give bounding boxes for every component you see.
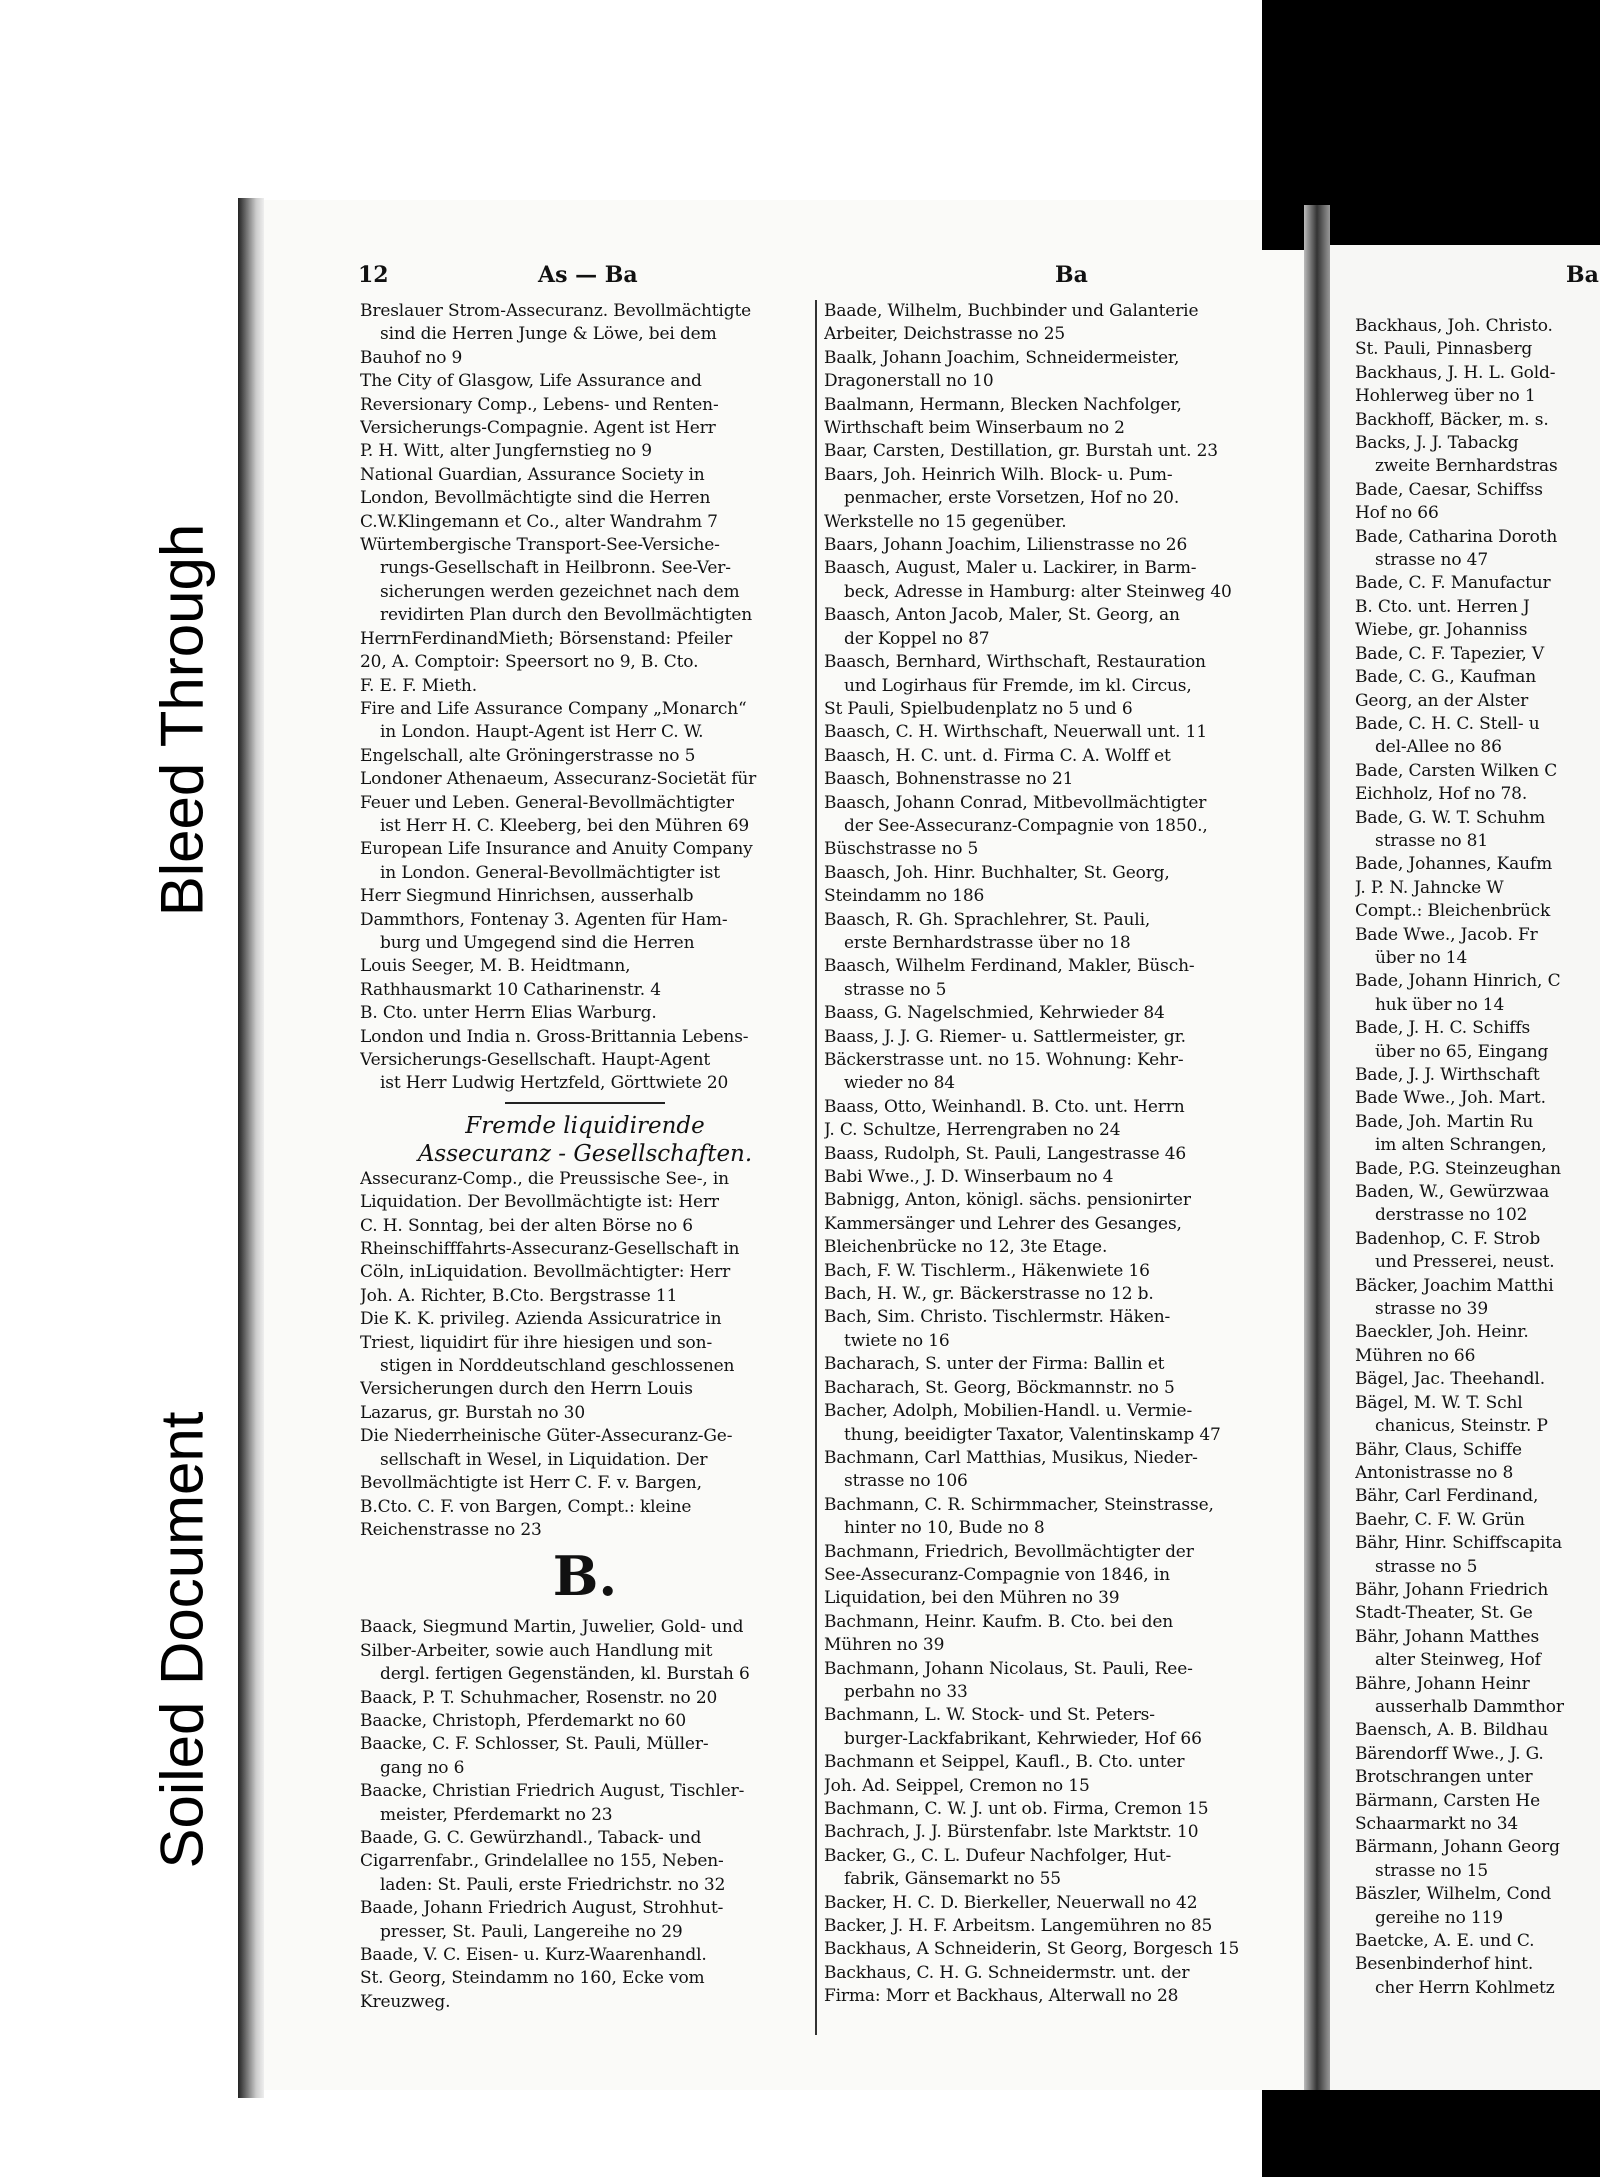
text-line: Mühren no 66 [1355,1345,1476,1366]
text-line: Bägel, Jac. Theehandl. [1355,1369,1545,1390]
text-line: Bäszler, Wilhelm, Cond [1355,1884,1552,1905]
text-line: Compt.: Bleichenbrück [1355,901,1551,922]
text-line: Bevollmächtigte ist Herr C. F. v. Bargen, [360,1473,702,1494]
text-line: Baacke, Christoph, Pferdemarkt no 60 [360,1710,687,1731]
text-line: erste Bernhardstrasse über no 18 [844,932,1131,953]
text-line: Baasch, Johann Conrad, Mitbevollmächtigter [824,792,1207,813]
text-line: strasse no 106 [844,1471,968,1492]
text-line: über no 65, Eingang [1375,1041,1549,1062]
text-line: Baehr, C. F. W. Grün [1355,1509,1525,1530]
text-line: Versicherungs-Compagnie. Agent ist Herr [360,418,716,439]
text-line: Cöln, inLiquidation. Bevollmächtigter: Herr [360,1262,731,1283]
text-line: Bade, J. J. Wirthschaft [1355,1065,1540,1085]
text-line: B. Cto. unt. Herren J [1355,596,1530,617]
text-line: Bachmann, C. W. J. unt ob. Firma, Cremon 15 [824,1799,1209,1819]
text-line: alter Steinweg, Hof [1375,1650,1541,1671]
text-line: Bade, C. F. Manufactur [1355,573,1551,594]
text-line: Bach, H. W., gr. Bäckerstrasse no 12 b. [824,1284,1154,1305]
text-line: Versicherungen durch den Herrn Louis [360,1379,693,1400]
text-line: Bachmann, Johann Nicolaus, St. Pauli, Ree- [824,1658,1193,1679]
text-line: F. E. F. Mieth. [360,675,477,696]
text-line: Liquidation, bei den Mühren no 39 [824,1588,1120,1609]
text-line: Baars, Joh. Heinrich Wilh. Block- u. Pum- [824,464,1173,485]
text-line: Bärendorff Wwe., J. G. [1355,1743,1544,1764]
text-line: Bärmann, Johann Georg [1355,1837,1560,1858]
text-line: ist Herr Ludwig Hertzfeld, Görttwiete 20 [380,1073,729,1094]
middle-column [824,300,1284,2009]
text-line: strasse no 47 [1375,550,1488,571]
text-line: Baade, Wilhelm, Buchbinder und Galanterie [824,301,1199,321]
text-line: penmacher, erste Vorsetzen, Hof no 20. [844,488,1180,509]
text-line: Bachmann, Carl Matthias, Musikus, Nieder- [824,1447,1198,1468]
text-line: Baasch, C. H. Wirthschaft, Neuerwall unt. 11 [824,722,1207,743]
text-line: HerrnFerdinandMieth; Börsenstand: Pfeiler [360,628,733,649]
text-line: strasse no 5 [844,979,947,1000]
text-line: St. Pauli, Pinnasberg [1355,339,1533,360]
text-line: Breslauer Strom-Assecuranz. Bevollmächtigte [360,301,752,321]
text-line: Louis Seeger, M. B. Heidtmann, [360,956,631,977]
text-line: Bade, G. W. T. Schuhm [1355,807,1546,828]
text-line: Backhaus, A Schneiderin, St Georg, Borgesch 15 [824,1939,1240,1960]
text-line: Wiebe, gr. Johanniss [1355,620,1528,641]
text-line: Baalk, Johann Joachim, Schneidermeister, [824,347,1180,368]
text-line: Lazarus, gr. Burstah no 30 [360,1402,586,1423]
text-line: Bachmann, Friedrich, Bevollmächtigter der [824,1541,1194,1562]
text-line: presser, St. Pauli, Langereihe no 29 [380,1921,683,1942]
text-line: Bacharach, St. Georg, Böckmannstr. no 5 [824,1377,1175,1398]
text-line: Besenbinderhof hint. [1355,1954,1534,1975]
text-line: Reichenstrasse no 23 [360,1519,542,1540]
text-line: Baacke, Christian Friedrich August, Tischler- [360,1781,745,1802]
text-line: im alten Schrangen, [1375,1135,1547,1156]
text-line: St. Georg, Steindamm no 160, Ecke vom [360,1968,705,1989]
text-line: Bähr, Hinr. Schiffscapita [1355,1533,1562,1554]
scan-border-bottom [1262,2090,1600,2177]
text-line: Bähr, Claus, Schiffe [1355,1439,1522,1460]
text-line: Baade, G. C. Gewürzhandl., Taback- und [360,1827,702,1848]
header-right: Ba [1566,262,1599,288]
text-line: Baass, Otto, Weinhandl. B. Cto. unt. Herrn [824,1096,1185,1117]
text-line: gereihe no 119 [1375,1907,1503,1928]
text-line: Backer, H. C. D. Bierkeller, Neuerwall no 42 [824,1892,1198,1913]
text-line: Hof no 66 [1355,503,1439,524]
text-line: Büschstrasse no 5 [824,839,979,860]
text-line: Baade, V. C. Eisen- u. Kurz-Waarenhandl. [360,1945,707,1965]
text-line: Bade, Catharina Doroth [1355,526,1558,547]
text-line: Brotschrangen unter [1355,1767,1533,1788]
text-line: Badenhop, C. F. Strob [1355,1228,1541,1249]
text-line: Mühren no 39 [824,1635,945,1656]
text-line: Backhaus, J. H. L. Gold- [1355,362,1556,383]
text-line: Backer, G., C. L. Dufeur Nachfolger, Hut- [824,1845,1172,1866]
text-line: chanicus, Steinstr. P [1375,1416,1548,1437]
text-line: und Logirhaus für Fremde, im kl. Circus, [844,675,1192,696]
text-line: Bade, C. H. C. Stell- u [1355,713,1540,734]
text-line: Bachrach, J. J. Bürstenfabr. lste Marktstr. 10 [824,1822,1199,1843]
text-line: Antonistrasse no 8 [1355,1462,1514,1483]
column-divider [815,300,817,2035]
text-line: hinter no 10, Bude no 8 [844,1518,1045,1539]
text-line: Feuer und Leben. General-Bevollmächtigter [360,792,734,813]
text-line: Triest, liquidirt für ihre hiesigen und son- [360,1332,713,1353]
text-line: der Koppel no 87 [844,628,990,649]
text-line: Baasch, Wilhelm Ferdinand, Makler, Büsch- [824,956,1195,977]
text-line: Bachmann et Seippel, Kaufl., B. Cto. unter [824,1752,1185,1773]
text-line: der See-Assecuranz-Compagnie von 1850., [844,815,1208,836]
text-line: Londoner Athenaeum, Assecuranz-Societät für [360,769,757,790]
text-line: meister, Pferdemarkt no 23 [380,1804,613,1825]
text-line: Baalmann, Hermann, Blecken Nachfolger, [824,394,1182,415]
text-line: London und India n. Gross-Brittannia Lebens- [360,1026,749,1047]
text-line: thung, beeidigter Taxator, Valentinskamp 47 [844,1424,1221,1445]
text-line: zweite Bernhardstras [1375,456,1558,477]
text-line: Joh. Ad. Seippel, Cremon no 15 [824,1775,1090,1796]
scan-border-right-lower [1330,205,1600,245]
text-line: Baasch, Bernhard, Wirthschaft, Restauration [824,652,1206,673]
page-number: 12 [358,262,389,288]
text-line: in London. General-Bevollmächtigter ist [380,862,720,883]
text-line: Baack, Siegmund Martin, Juwelier, Gold- und [360,1617,744,1638]
text-line: beck, Adresse in Hamburg: alter Steinweg 40 [844,581,1232,602]
right-column [1355,315,1600,2000]
text-line: Bacher, Adolph, Mobilien-Handl. u. Vermie- [824,1401,1193,1422]
bleed-through-label: Bleed Through [122,420,242,1020]
text-line: J. P. N. Jahncke W [1355,877,1504,898]
text-line: Baasch, Bohnenstrasse no 21 [824,769,1074,790]
left-column [360,300,810,2014]
text-line: Baasch, Anton Jacob, Maler, St. Georg, an [824,605,1180,626]
text-line: Die K. K. privileg. Azienda Assicuratrice in [360,1309,722,1330]
text-line: Baass, G. Nagelschmied, Kehrwieder 84 [824,1003,1165,1024]
text-line: C.W.Klingemann et Co., alter Wandrahm 7 [360,511,718,532]
text-line: Bade, Carsten Wilken C [1355,760,1558,781]
text-line: Steindamm no 186 [824,886,985,907]
text-line: über no 14 [1375,947,1468,968]
soiled-document-label: Soiled Document [122,1340,242,1940]
text-line: Bärmann, Carsten He [1355,1790,1540,1811]
text-line: Babnigg, Anton, königl. sächs. pensionirter [824,1190,1191,1211]
text-line: Fire and Life Assurance Company „Monarch“ [360,698,747,719]
text-line: Backhaus, Joh. Christo. [1355,316,1553,336]
text-line: London, Bevollmächtigte sind die Herren [360,488,711,509]
section-letter: B. [552,1544,618,1609]
text-line: Bähr, Carl Ferdinand, [1355,1486,1539,1507]
text-line: Wirthschaft beim Winserbaum no 2 [824,418,1125,439]
text-line: Eichholz, Hof no 78. [1355,784,1528,805]
text-line: cher Herrn Kohlmetz [1375,1977,1555,1998]
scan-border-right [1304,0,1600,205]
text-line: Baass, Rudolph, St. Pauli, Langestrasse 46 [824,1143,1187,1164]
text-line: Die Niederrheinische Güter-Assecuranz-Ge- [360,1426,733,1447]
text-line: Babi Wwe., J. D. Winserbaum no 4 [824,1167,1114,1188]
text-line: strasse no 5 [1375,1556,1478,1577]
text-line: dergl. fertigen Gegenständen, kl. Burstah 6 [380,1664,750,1685]
text-line: Bade, J. H. C. Schiffs [1355,1018,1531,1039]
text-line: strasse no 39 [1375,1299,1488,1320]
text-line: Bachmann, Heinr. Kaufm. B. Cto. bei den [824,1611,1174,1632]
text-line: B.Cto. C. F. von Bargen, Compt.: kleine [360,1496,692,1517]
text-line: Hohlerweg über no 1 [1355,386,1536,407]
text-line: Bäckerstrasse unt. no 15. Wohnung: Kehr- [824,1050,1184,1070]
text-line: burger-Lackfabrikant, Kehrwieder, Hof 66 [844,1728,1202,1749]
text-line: ausserhalb Dammthor [1375,1696,1564,1717]
text-line: P. H. Witt, alter Jungfernstieg no 9 [360,441,652,462]
text-line: St Pauli, Spielbudenplatz no 5 und 6 [824,698,1133,719]
text-line: Baasch, Joh. Hinr. Buchhalter, St. Georg, [824,862,1170,883]
text-line: Bade Wwe., Joh. Mart. [1355,1088,1546,1109]
text-line: Reversionary Comp., Lebens- und Renten- [360,394,719,415]
text-line: strasse no 15 [1375,1860,1488,1881]
text-line: Stadt-Theater, St. Ge [1355,1603,1533,1624]
text-line: Assecuranz-Comp., die Preussische See-, in [360,1168,729,1189]
scan-border-top [1262,0,1304,250]
text-line: See-Assecuranz-Compagnie von 1846, in [824,1564,1170,1585]
text-line: Silber-Arbeiter, sowie auch Handlung mit [360,1640,713,1661]
text-line: National Guardian, Assurance Society in [360,464,705,485]
text-line: Bade, C. G., Kaufman [1355,667,1537,688]
text-line: Bade, Johann Hinrich, C [1355,971,1561,992]
text-line: und Presserei, neust. [1375,1252,1555,1273]
text-line: Herr Siegmund Hinrichsen, ausserhalb [360,886,694,907]
text-line: revidirten Plan durch den Bevollmächtigten [380,605,753,626]
text-line: Dragonerstall no 10 [824,371,994,392]
text-line: fabrik, Gänsemarkt no 55 [844,1869,1061,1890]
text-line: Bade, C. F. Tapezier, V [1355,643,1544,664]
text-line: in London. Haupt-Agent ist Herr C. W. [380,722,704,743]
text-line: stigen in Norddeutschland geschlossenen [380,1356,735,1377]
text-line: Baack, P. T. Schuhmacher, Rosenstr. no 20 [360,1687,718,1708]
text-line: gang no 6 [380,1757,465,1778]
text-line: Rheinschifffahrts-Assecuranz-Gesellschaft in [360,1239,740,1260]
text-line: Backer, J. H. F. Arbeitsm. Langemühren no 85 [824,1916,1213,1937]
text-line: rungs-Gesellschaft in Heilbronn. See-Ver- [380,558,731,579]
text-line: burg und Umgegend sind die Herren [380,932,695,953]
text-line: perbahn no 33 [844,1681,968,1702]
text-line: Bach, F. W. Tischlerm., Häkenwiete 16 [824,1260,1150,1281]
text-line: Backhoff, Bäcker, m. s. [1355,409,1549,430]
text-line: Baars, Johann Joachim, Lilienstrasse no 26 [824,535,1188,556]
text-line: Baensch, A. B. Bildhau [1355,1720,1549,1741]
text-line: Baade, Johann Friedrich August, Strohhut- [360,1898,724,1919]
text-line: Baden, W., Gewürzwaa [1355,1182,1550,1203]
text-line: Arbeiter, Deichstrasse no 25 [824,324,1066,345]
text-line: sind die Herren Junge & Löwe, bei dem [380,324,717,345]
text-line: Baetcke, A. E. und C. [1355,1931,1535,1952]
text-line: Baeckler, Joh. Heinr. [1355,1322,1529,1343]
text-line: sellschaft in Wesel, in Liquidation. Der [380,1449,708,1470]
text-line: Baar, Carsten, Destillation, gr. Burstah unt. 23 [824,441,1218,462]
text-line: 20, A. Comptoir: Speersort no 9, B. Cto. [360,652,699,673]
text-line: Werkstelle no 15 gegenüber. [824,511,1067,532]
text-line: Bähr, Johann Friedrich [1355,1579,1549,1600]
text-line: strasse no 81 [1375,830,1488,851]
text-line: Bade, P.G. Steinzeughan [1355,1158,1561,1179]
text-line: Backhaus, C. H. G. Schneidermstr. unt. der [824,1962,1190,1983]
text-line: Bägel, M. W. T. Schl [1355,1392,1523,1413]
text-line: Bauhof no 9 [360,347,463,368]
text-line: J. C. Schultze, Herrengraben no 24 [824,1120,1121,1141]
text-line: Bade, Joh. Martin Ru [1355,1111,1534,1132]
text-line: Versicherungs-Gesellschaft. Haupt-Agent [360,1050,711,1070]
header-left-range: As — Ba [538,262,638,288]
text-line: Bähr, Johann Matthes [1355,1626,1540,1647]
text-line: Engelschall, alte Gröningerstrasse no 5 [360,745,696,766]
text-line: Bade, Johannes, Kaufm [1355,854,1553,875]
text-line: Cigarrenfabr., Grindelallee no 155, Neben- [360,1851,724,1872]
text-line: derstrasse no 102 [1375,1205,1528,1226]
text-line: laden: St. Pauli, erste Friedrichstr. no 32 [380,1874,726,1895]
text-line: B. Cto. unter Herrn Elias Warburg. [360,1003,657,1024]
text-line: Backs, J. J. Tabackg [1355,433,1519,454]
text-line: twiete no 16 [844,1330,950,1351]
section-title-2: Assecuranz - Gesellschaften. [417,1140,753,1167]
text-line: The City of Glasgow, Life Assurance and [360,371,702,392]
text-line: Bleichenbrücke no 12, 3te Etage. [824,1237,1108,1258]
text-line: Bacharach, S. unter der Firma: Ballin et [824,1354,1165,1375]
text-line: Baacke, C. F. Schlosser, St. Pauli, Müller- [360,1734,709,1755]
text-line: wieder no 84 [844,1073,955,1094]
section-rule [505,1102,665,1104]
text-line: Rathhausmarkt 10 Catharinenstr. 4 [360,979,661,1000]
text-line: Joh. A. Richter, B.Cto. Bergstrasse 11 [360,1285,678,1306]
text-line: Georg, an der Alster [1355,690,1529,711]
text-line: Bade, Caesar, Schiffss [1355,479,1543,500]
text-line: Kammersänger und Lehrer des Gesanges, [824,1213,1182,1234]
text-line: Bade Wwe., Jacob. Fr [1355,924,1538,945]
text-line: Liquidation. Der Bevollmächtigte ist: Herr [360,1192,719,1213]
text-line: huk über no 14 [1375,994,1505,1015]
text-line: Firma: Morr et Backhaus, Alterwall no 28 [824,1986,1179,2007]
text-line: Bachmann, C. R. Schirmmacher, Steinstrasse, [824,1494,1214,1515]
text-line: sicherungen werden gezeichnet nach dem [380,581,740,602]
text-line: European Life Insurance and Anuity Company [360,839,753,860]
text-line: Baasch, R. Gh. Sprachlehrer, St. Pauli, [824,909,1151,930]
text-line: Würtembergische Transport-See-Versiche- [360,535,720,556]
text-line: Schaarmarkt no 34 [1355,1814,1519,1834]
text-line: del-Allee no 86 [1375,737,1502,758]
text-line: Baasch, H. C. unt. d. Firma C. A. Wolff et [824,745,1171,766]
text-line: C. H. Sonntag, bei der alten Börse no 6 [360,1215,693,1236]
text-line: Baass, J. J. G. Riemer- u. Sattlermeister, gr. [824,1026,1186,1047]
book-edge [238,198,264,2098]
section-title-1: Fremde liquidirende [465,1112,705,1139]
text-line: Bachmann, L. W. Stock- und St. Peters- [824,1705,1155,1726]
header-middle: Ba [1055,262,1088,288]
book-gutter [1304,205,1330,2090]
text-line: Bähre, Johann Heinr [1355,1673,1530,1694]
text-line: Dammthors, Fontenay 3. Agenten für Ham- [360,909,728,930]
text-line: Baasch, August, Maler u. Lackirer, in Barm- [824,558,1197,579]
text-line: ist Herr H. C. Kleeberg, bei den Mühren 69 [380,815,750,836]
text-line: Bäcker, Joachim Matthi [1355,1275,1554,1296]
text-line: Kreuzweg. [360,1991,451,2012]
text-line: Bach, Sim. Christo. Tischlermstr. Häken- [824,1307,1171,1328]
